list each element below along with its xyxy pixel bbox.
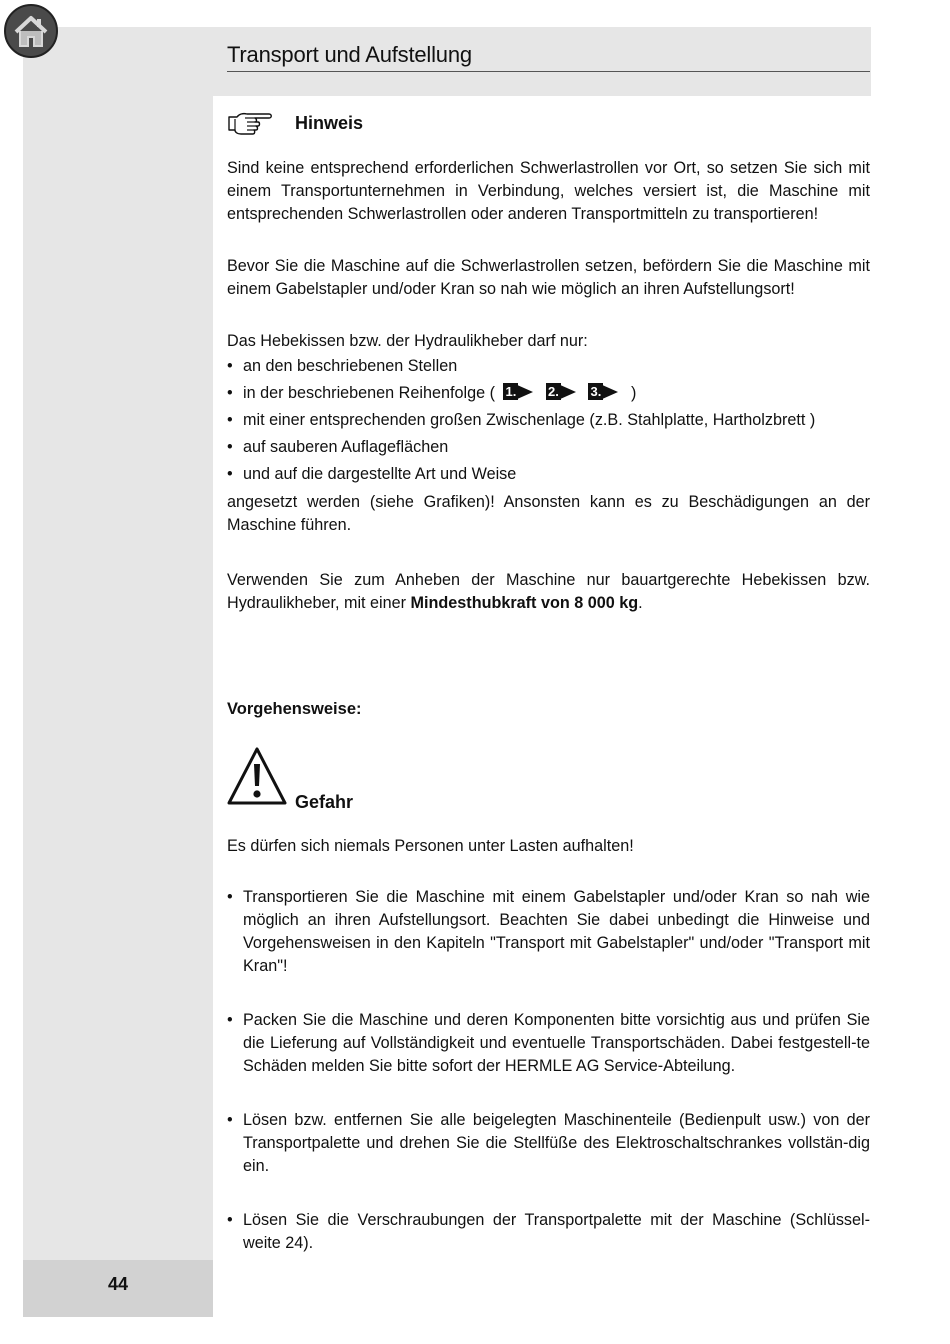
home-icon[interactable]: [4, 4, 58, 58]
paragraph-forklift-crane: Bevor Sie die Maschine auf die Schwerlastrollen setzen, befördern Sie die Maschine mit einem Gabelstapler und/oder Kran so nah wie möglich an ihren Aufstellungsort!: [227, 257, 870, 298]
text-segment: Verwenden Sie zum Anheben der Maschine nur bauartgerechte Hebekissen bzw. Hydraulikheber, mit einer: [227, 571, 870, 612]
list-item-text: Lösen bzw. entfernen Sie alle beigelegten Maschinenteile (Bedienpult usw.) von der Transportpalette und drehen Sie die Stellfüße des Elektroschaltschrankes vollstän-dig ein.: [243, 1111, 870, 1175]
list-item-text: an den beschriebenen Stellen: [243, 357, 458, 375]
list-item-text: und auf die dargestellte Art und Weise: [243, 465, 517, 483]
danger-heading: Gefahr: [295, 792, 354, 812]
list-item-text: mit einer entsprechenden großen Zwischenlage (z.B. Stahlplatte, Hartholzbrett ): [243, 411, 816, 429]
list-item-text: Lösen Sie die Verschraubungen der Transportpalette mit der Maschine (Schlüssel-weite 24).: [243, 1211, 870, 1252]
warning-triangle-icon: [226, 746, 288, 808]
list-item: [227, 380, 870, 407]
list-item: [227, 353, 870, 380]
list-item-text: Packen Sie die Maschine und deren Komponenten bitte vorsichtig aus und prüfen Sie die Lieferung auf Vollständigkeit und eventuelle Transportschäden. Dabei festgestell-te Schäden melden Sie bitte sofort der HERMLE AG Service-Abteilung.: [243, 1011, 870, 1075]
sequence-close: ): [630, 384, 637, 402]
list-item-text: in der beschriebenen Reihenfolge (: [243, 384, 495, 402]
list-item: [227, 886, 870, 978]
lifting-conditions-outro: angesetzt werden (siehe Grafiken)! Ansonsten kann es zu Beschädigungen an der Maschine führen.: [227, 493, 870, 534]
sequence-marker-label: 3.: [590, 384, 602, 399]
min-lift-force-value: Mindesthubkraft von 8 000 kg: [410, 594, 639, 612]
list-item-text: Transportieren Sie die Maschine mit einem Gabelstapler und/oder Kran so nah wie möglich an ihren Aufstellungsort. Beachten Sie dabei unbedingt die Hinweise und Vorgehensweisen in den Kapiteln "Transport mit Gabelstapler" und/oder "Transport mit Kran"!: [243, 888, 870, 975]
sequence-marker-3: [588, 382, 618, 402]
hint-icon-row: [227, 110, 273, 140]
danger-text: Es dürfen sich niemals Personen unter Lasten aufhalten!: [227, 837, 634, 855]
paragraph-min-lift-force: [227, 569, 870, 615]
list-item: [227, 434, 870, 461]
sequence-marker-2: [546, 382, 576, 402]
procedure-steps: [227, 886, 870, 1255]
list-item: [227, 1209, 870, 1255]
sequence-marker-1: [503, 382, 533, 402]
lifting-conditions-block: [227, 330, 870, 537]
left-sidebar-band: [23, 27, 213, 1317]
procedure-heading: Vorgehensweise:: [227, 700, 362, 718]
list-item: [227, 1009, 870, 1078]
lifting-conditions-list: [227, 353, 870, 488]
paragraph-heavy-rollers: Sind keine entsprechend erforderlichen Schwerlastrollen vor Ort, so setzen Sie sich mit einem Transportunternehmen in Verbindung, welches versiert ist, die Maschine mit entsprechenden Schwerlastrollen oder anderen Transportmitteln zu transportieren!: [227, 159, 870, 223]
list-item: [227, 1109, 870, 1178]
pointing-hand-icon: [227, 110, 273, 136]
home-glyph: [6, 6, 56, 56]
hint-heading: Hinweis: [295, 113, 364, 133]
page-title: Transport und Aufstellung: [227, 42, 472, 67]
header-divider: [227, 71, 870, 72]
text-segment: .: [638, 594, 643, 612]
lifting-conditions-intro: Das Hebekissen bzw. der Hydraulikheber darf nur:: [227, 332, 588, 350]
list-item: [227, 407, 870, 434]
list-item: [227, 461, 870, 488]
sequence-marker-label: 2.: [547, 384, 559, 399]
list-item-text: auf sauberen Auflageflächen: [243, 438, 449, 456]
procedure-steps-list: [227, 886, 870, 1255]
sequence-marker-label: 1.: [505, 384, 517, 399]
page-number: 44: [107, 1274, 129, 1294]
